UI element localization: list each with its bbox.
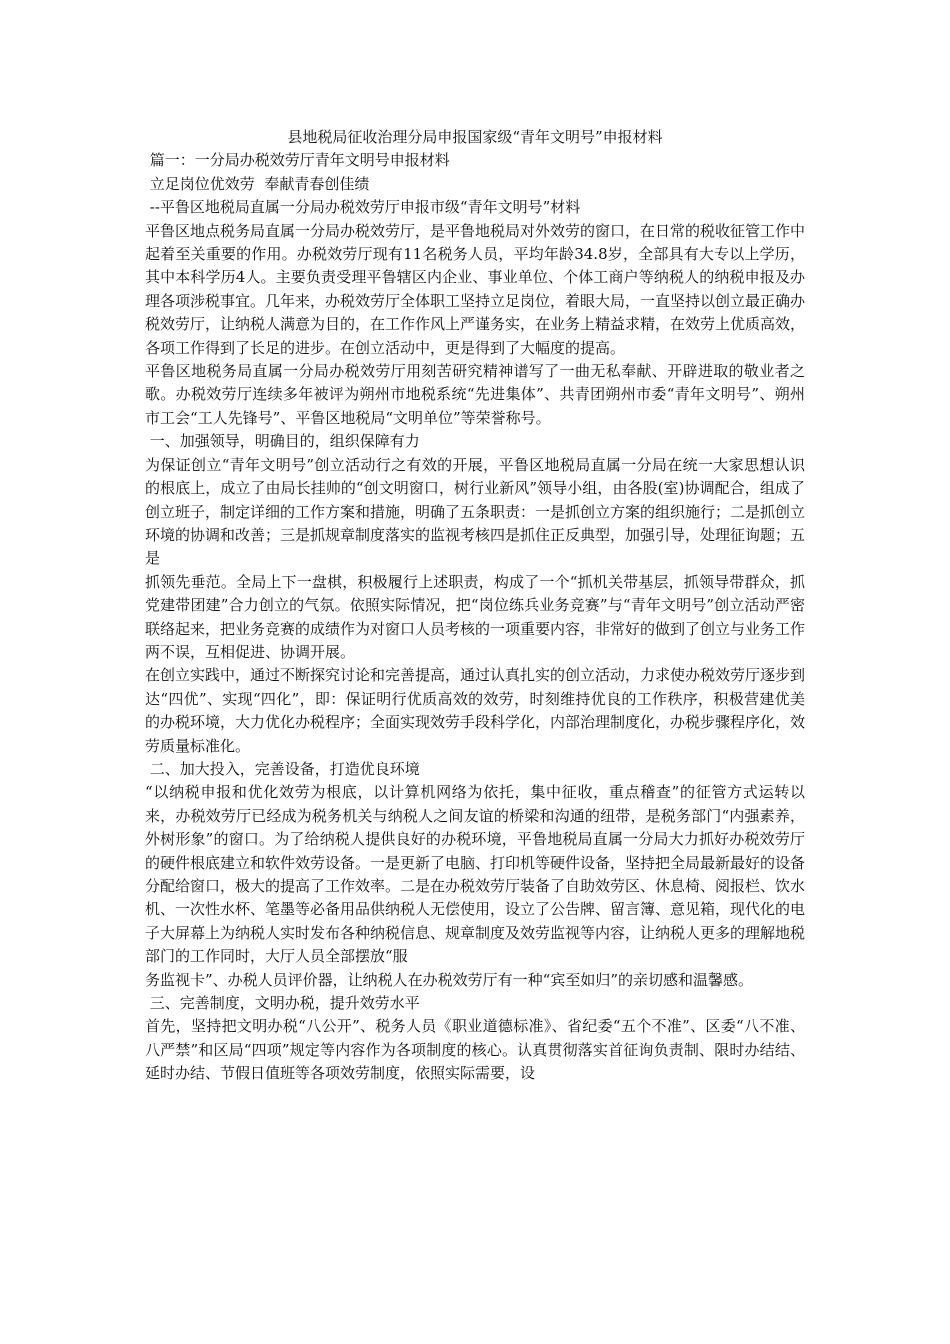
paragraph-leadership: 为保证创立“青年文明号”创立活动行之有效的开展，平鲁区地税局直属一分局在统一大家思想认识的根底上，成立了由局长挂帅的“创文明窗口，树行业新风”领导小组，由各股(室)协调配合，组成了创立班子，制定详细的工作方案和措施，明确了五条职责：一是抓创立方案的组织施行；二是抓创立环境的协调和改善；三是抓规章制度落实的监视考核四是抓住正反典型，加强引导，处理征询题；五是 xyxy=(145,455,806,568)
paragraph-leadership-cont: 抓领先垂范。全局上下一盘棋，积极履行上述职责，构成了一个“抓机关带基层，抓领导带群众，抓党建带团建”合力创立的气氛。依照实际情况，把“岗位练兵业务竞赛”与“青年文明号”创立活动严密联络起来，把业务竞赛的成绩作为对窗口人员考核的一项重要内容，非常好的做到了创立与业务工作两不误，互相促进、协调开展。 xyxy=(145,572,806,661)
heading-slogan: 立足岗位优效劳 奉献青春创佳绩 xyxy=(145,174,370,193)
document-page xyxy=(145,126,805,1086)
paragraph-intro: 平鲁区地点税务局直属一分局办税效劳厅，是平鲁地税局对外效劳的窗口，在日常的税收征管工作中起着至关重要的作用。办税效劳厅现有11名税务人员，平均年龄34.8岁，全部具有大专以上学历，其中本科学历4人。主要负责受理平鲁辖区内企业、事业单位、个体工商户等纳税人的纳税申报及办理各项涉税事宜。几年来，办税效劳厅全体职工坚持立足岗位，着眼大局，一直坚持以创立最正确办税效劳厅，让纳税人满意为目的，在工作作风上严谨务实，在业务上精益求精，在效劳上优质高效，各项工作得到了长足的进步。在创立活动中，更是得到了大幅度的提高。 xyxy=(145,221,806,357)
paragraph-honors: 平鲁区地税务局直属一分局办税效劳厅用刻苦研究精神谱写了一曲无私奉献、开辟进取的敬业者之歌。办税效劳厅连续多年被评为朔州市地税系统“先进集体”、共青团朔州市委“青年文明号”、朔州市工会“工人先锋号”、平鲁区地税局“文明单位”等荣誉称号。 xyxy=(145,362,805,427)
document-title: 县地税局征收治理分局申报国家级“青年文明号”申报材料 xyxy=(287,128,663,146)
heading-article-one: 篇一：一分局办税效劳厅青年文明号申报材料 xyxy=(145,151,450,170)
paragraph-investment: “以纳税申报和优化效劳为根底，以计算机网络为依托，集中征收，重点稽查”的征管方式运转以来，办税效劳厅已经成为税务机关与纳税人之间友谊的桥梁和沟通的纽带，是税务部门“内强素养，外树形象”的窗口。为了给纳税人提供良好的办税环境，平鲁地税局直属一分局大力抓好办税效劳厅的硬件根底建立和软件效劳设备。一是更新了电脑、打印机等硬件设备，坚持把全局最新最好的设备分配给窗口，极大的提高了工作效率。二是在办税效劳厅装备了自助效劳区、休息椅、阅报栏、饮水机、一次性水杯、笔墨等必备用品供纳税人无偿使用，设立了公告牌、留言簿、意见箱，现代化的电子大屏幕上为纳税人实时发布各种纳税信息、规章制度及效劳监视等内容，让纳税人更多的理解地税部门的工作同时，大厅人员全部摆放“服 xyxy=(145,783,806,966)
paragraph-system: 首先，坚持把文明办税“八公开”、税务人员《职业道德标准》、省纪委“五个不准”、区委“八不准、八严禁”和区局“四项”规定等内容作为各项制度的核心。认真贯彻落实首征询负责制、限时办结结、延时办结、节假日值班等各项效劳制度，依照实际需要，设 xyxy=(145,1017,805,1083)
section-heading-leadership: 一、加强领导，明确目的，组织保障有力 xyxy=(145,432,420,451)
paragraph-investment-cont: 务监视卡”、办税人员评价器，让纳税人在办税效劳厅有一种“宾至如归”的亲切感和温馨感。 xyxy=(145,970,754,989)
section-heading-investment: 二、加大投入，完善设备，打造优良环境 xyxy=(145,759,420,778)
heading-subtitle: --平鲁区地税局直属一分局办税效劳厅申报市级“青年文明号”材料 xyxy=(145,198,581,217)
paragraph-practice: 在创立实践中，通过不断探究讨论和完善提高，通过认真扎实的创立活动，力求使办税效劳厅逐步到达“四优”、实现“四化”，即：保证明行优质高效的效劳，时刻维持优良的工作秩序，积极营建优美的办税环境，大力优化办税程序；全面实现效劳手段科学化，内部治理制度化，办税步骤程序化，效劳质量标准化。 xyxy=(145,666,806,755)
section-heading-system: 三、完善制度，文明办税，提升效劳水平 xyxy=(145,994,420,1013)
